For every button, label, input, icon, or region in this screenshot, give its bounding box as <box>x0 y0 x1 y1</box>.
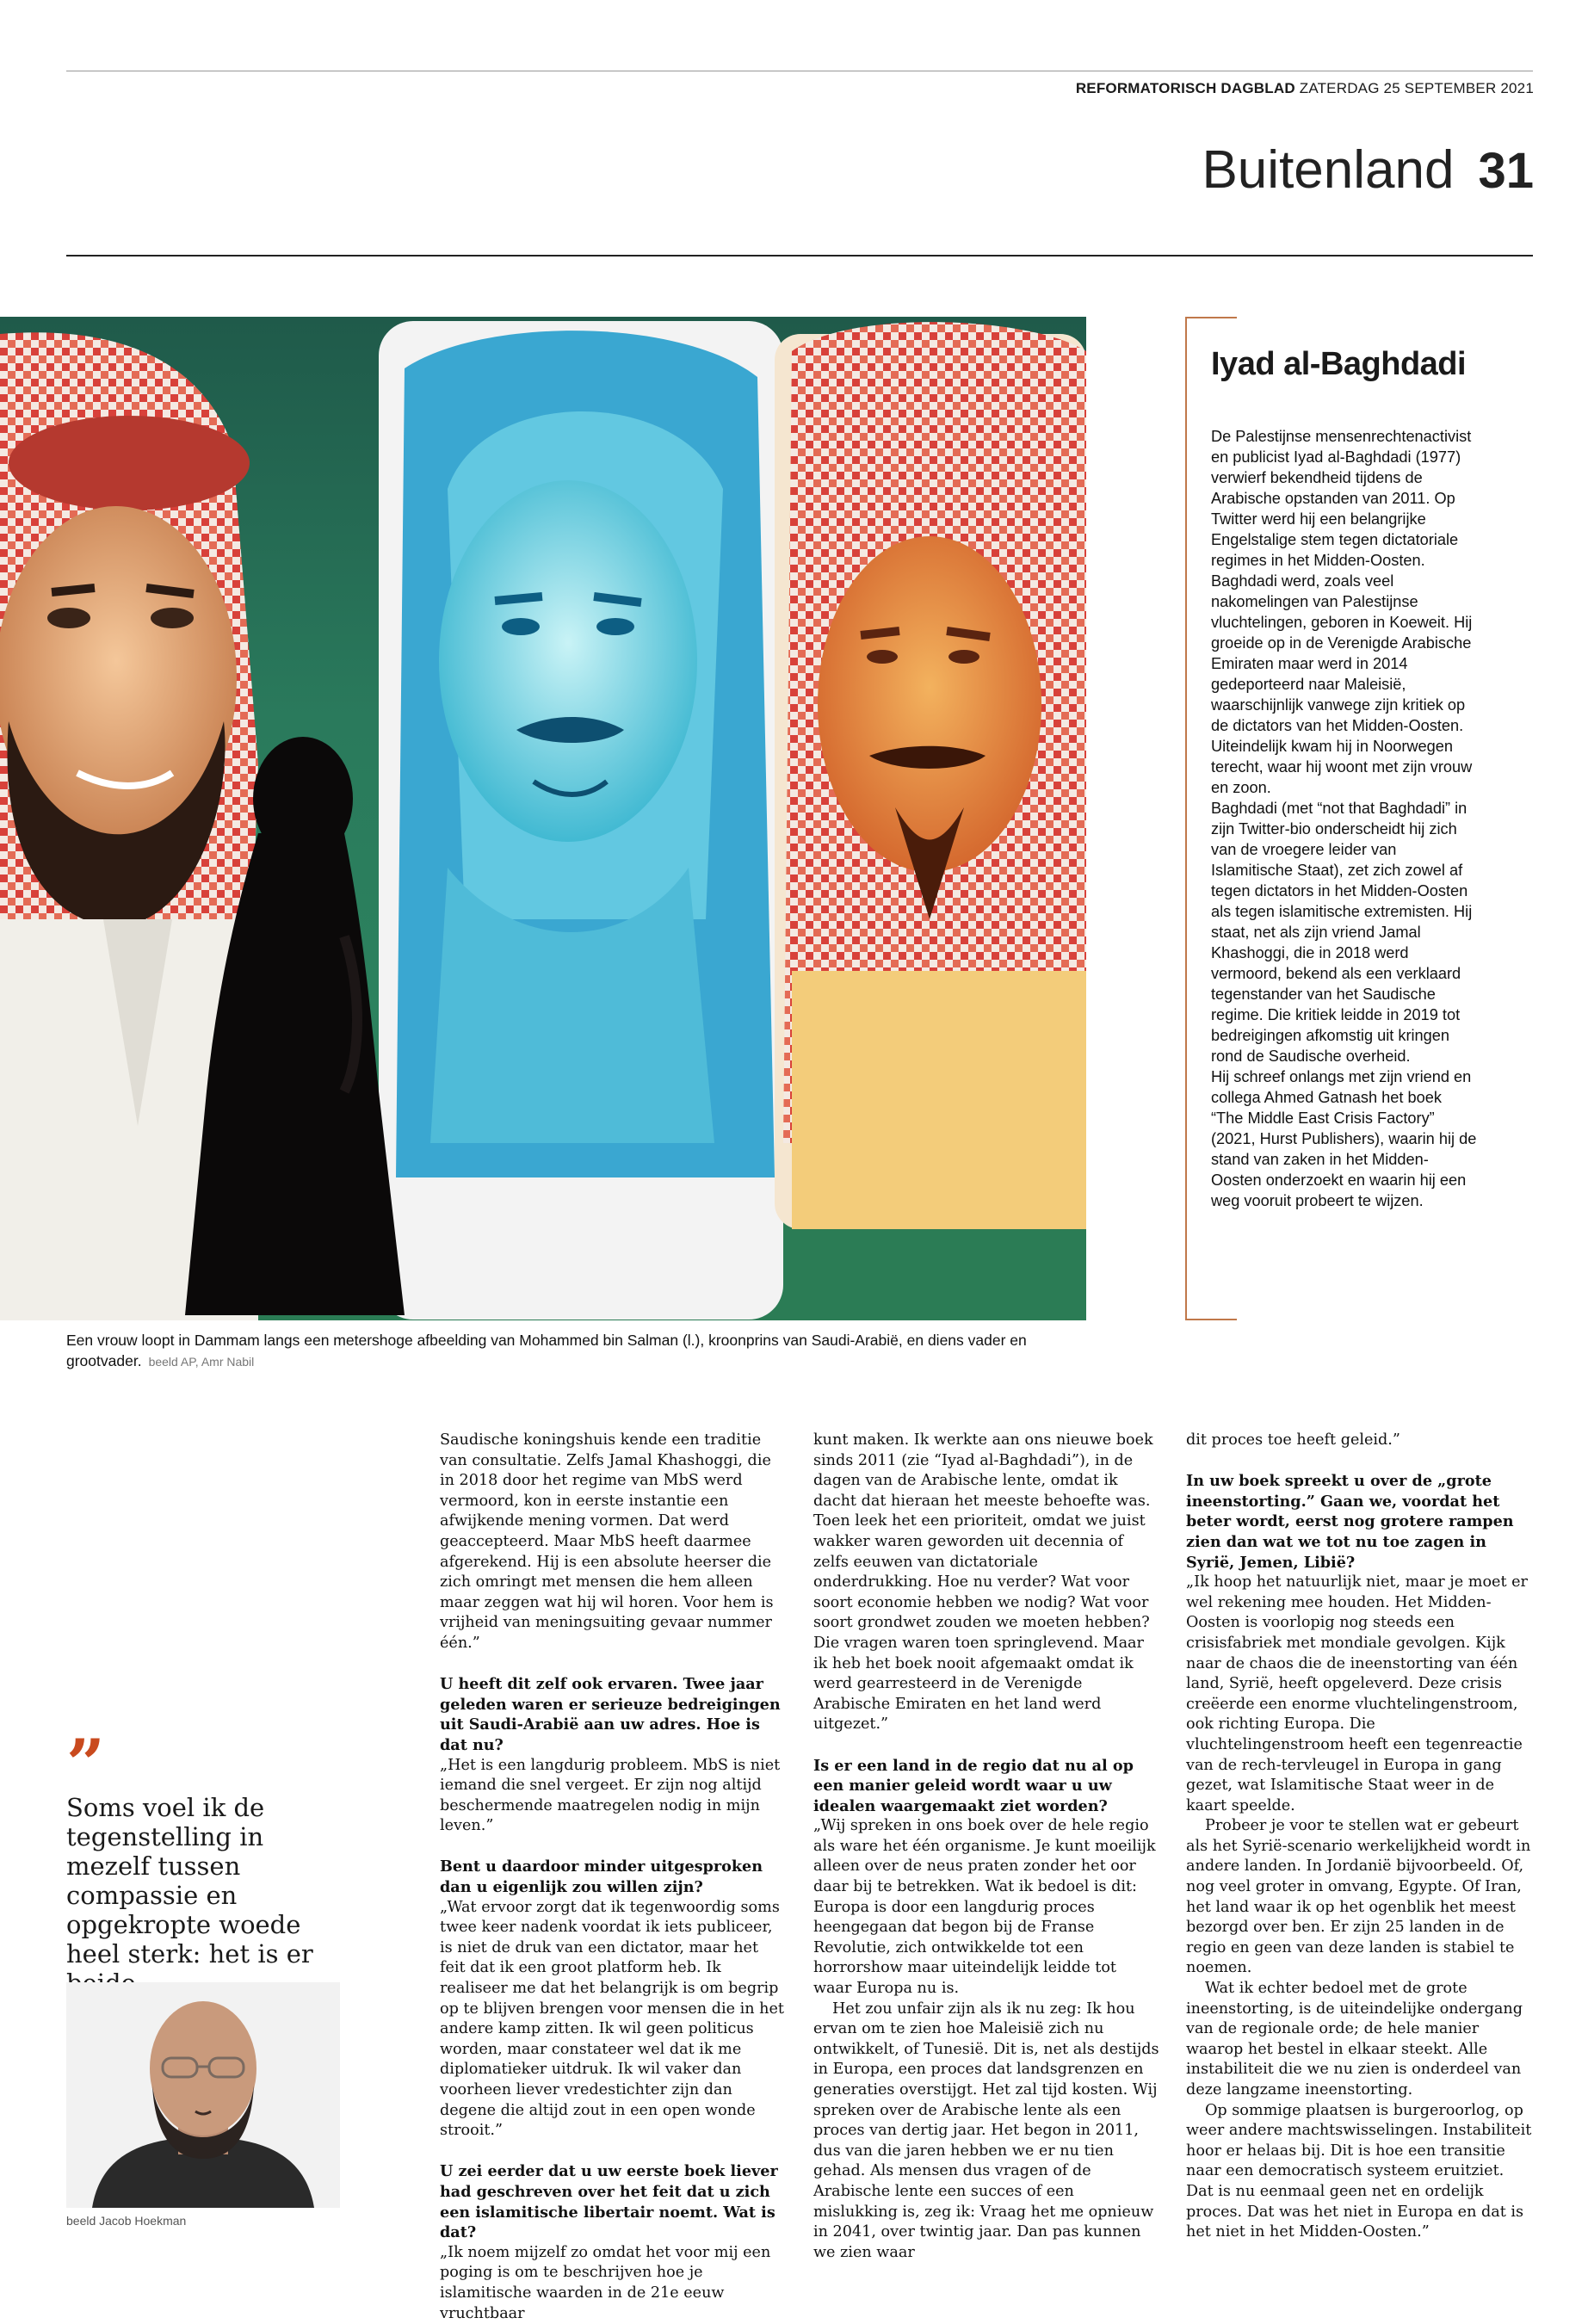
article-column-1 <box>440 1431 786 2324</box>
sidebar-title: Iyad al-Baghdadi <box>1211 346 1467 382</box>
interview-question: In uw boek spreekt u over de „grote ineenstorting.” Gaan we, voordat het beter wordt, eerst nog grotere rampen zien dan wat we tot nu toe zagen in Syrië, Jemen, Libië? <box>1186 1472 1514 1572</box>
portrait-credit: beeld Jacob Hoekman <box>66 2214 187 2228</box>
article-column-2 <box>813 1431 1159 2263</box>
mural-illustration <box>0 317 1086 1320</box>
quote-mark-icon: ” <box>66 1725 105 1803</box>
sidebar-paragraph: De Palestijnse mensenrechtenactivist en publicist Iyad al-Baghdadi (1977) verwierf bekendheid tijdens de Arabische opstanden van 2011. Op Twitter werd hij een belangrijke Engelstalige stem tegen dictatoriale regimes in het Midden-Oosten. Baghdadi werd, zoals veel nakomelingen van Palestijnse vluchtelingen, geboren in Koeweit. Hij groeide op in de Verenigde Arabische Emiraten maar werd in 2014 gedeporteerd naar Maleisië, waarschijnlijk vanwege zijn kritiek op de dictators van het Midden-Oosten. Uiteindelijk kwam hij in Noorwegen terecht, waar hij woont met zijn vrouw en zoon. <box>1211 428 1473 796</box>
caption-text: Een vrouw loopt in Dammam langs een metershoge afbeelding van Mohammed bin Salman (l.), kroonprins van Saudi-Arabië, en diens vader en grootvader. <box>66 1332 1027 1369</box>
header-rule <box>66 255 1533 257</box>
article-column-3 <box>1186 1431 1532 2243</box>
photo-caption <box>66 1330 1099 1372</box>
paragraph: dit proces toe heeft geleid.” <box>1186 1431 1400 1449</box>
newspaper-name: REFORMATORISCH DAGBLAD <box>1075 80 1295 96</box>
sidebar-paragraph: Hij schreef onlangs met zijn vriend en collega Ahmed Gatnash het boek “The Middle East Crisis Factory” (2021, Hurst Publishers), waarin hij de stand van zaken in het Midden-Oosten onderzoekt en waarin hij een weg vooruit probeert te wijzen. <box>1211 1068 1477 1209</box>
masthead-line <box>1076 80 1534 97</box>
paragraph: kunt maken. Ik werkte aan ons nieuwe boek sinds 2011 (zie “Iyad al-Baghdadi”), in de dagen van de Arabische lente, omdat ik dacht dat hieraan het meeste behoefte was. Toen leek het een prioriteit, omdat we juist wakker waren geworden uit decennia of zelfs eeuwen van dictatoriale onderdrukking. Hoe nu verder? Wat voor soort economie hebben we nodig? Wat voor soort grondwet zouden we moeten hebben? Die vragen waren toen springlevend. Maar ik heb het boek nooit afgemaakt omdat ik werd gearresteerd in de Verenigde Arabische Emiraten en het land werd uitgezet.” <box>813 1431 1153 1734</box>
paragraph: Probeer je voor te stellen wat er gebeurt als het Syrië-scenario werkelijkheid wordt in andere landen. In Jordanië bijvoorbeeld. Of, nog veel groter in omvang, Egypte. Of Iran, het land waar ik op het ogenblik het meest bezorgd over ben. Er zijn 25 landen in de regio en geen van deze landen is stabiel te noemen. <box>1186 1817 1531 1977</box>
author-portrait <box>66 1982 340 2208</box>
paragraph: „Ik noem mijzelf zo omdat het voor mij een poging is om te beschrijven hoe je islamitische waarden in de 21e eeuw vruchtbaar <box>440 2243 771 2322</box>
sidebar-paragraph: Baghdadi (met “not that Baghdadi” in zijn Twitter-bio onderscheidt hij zich van de vroegere leider van Islamitische Staat), zet zich zowel af tegen dictators in het Midden-Oosten als tegen islamitische extremisten. Hij staat, net als zijn vriend Jamal Khashoggi, die in 2018 werd vermoord, bekend als een verklaard tegenstander van het Saudische regime. Die kritiek leidde in 2019 tot bedreigingen afkomstig uit kringen rond de Saudische overheid. <box>1211 800 1473 1065</box>
paragraph: Saudische koningshuis kende een traditie van consultatie. Zelfs Jamal Khashoggi, die in 2018 door het regime van MbS werd vermoord, kon in eerste instantie een afwijkende mening vormen. Dat werd geaccepteerd. Maar MbS heeft daarmee afgerekend. Hij is een absolute heerser die zich omringt met mensen die hem alleen maar zeggen wat hij wil horen. Voor hem is vrijheid van meningsuiting gevaar nummer één.” <box>440 1431 774 1652</box>
right-portrait <box>775 322 1086 1229</box>
portrait-illustration <box>66 1982 340 2208</box>
photo-credit: beeld AP, Amr Nabil <box>148 1355 255 1369</box>
paragraph: „Het is een langdurig probleem. MbS is niet iemand die snel vergeet. Er zijn nog altijd beschermende maatregelen nodig in mijn leven.” <box>440 1756 781 1835</box>
quote-text: Soms voel ik de tegenstelling in mezelf tussen compassie en opgekropte woede heel sterk: het is er <box>66 1793 313 1969</box>
page-number: 31 <box>1478 143 1534 199</box>
paragraph: „Wat ervoor zorgt dat ik tegenwoordig soms twee keer nadenk voordat ik iets publiceer, is niet de druk van een dictator, maar het feit dat ik een groot platform heb. Ik realiseer me dat het belangrijk is om begrip op te blijven brengen voor mensen die in het andere kamp zitten. Ik wil geen politicus worden, maar constateer wel dat ik me diplomatieker uitdruk. Ik wil vaker dan voorheen liever vredestichter zijn dan degene die altijd zout in een open wonde strooit.” <box>440 1898 784 2140</box>
mural-photo <box>0 317 1086 1320</box>
paragraph: „Wij spreken in ons boek over de hele regio als ware het één organisme. Je kunt moeilijk alleen over de neus praten zonder het oor daar bij te betrekken. Wat ik bedoel is dit: Europa is door een langdurig proces heengegaan dat begon bij de Franse Revolutie, zich ontwikkelde tot een horrorshow maar uiteindelijk leidde tot waar Europa nu is. <box>813 1817 1156 1998</box>
paragraph: „Ik hoop het natuurlijk niet, maar je moet er wel rekening mee houden. Het Midden-Oosten is voorlopig nog steeds een crisisfabriek met mondiale gevolgen. Kijk naar de chaos die de ineenstorting van één land, Syrië, heeft opgeleverd. Deze crisis creëerde een enorme vluchtelingenstroom, ook richting Europa. Die vluchtelingenstroom heeft een tegenreactie van de rech-tervleugel in Europa in gang gezet, wat Islamitische Staat weer in de kaart speelde. <box>1186 1573 1528 1814</box>
middle-portrait <box>379 321 783 1320</box>
interview-question: U heeft dit zelf ook ervaren. Twee jaar geleden waren er serieuze bedreigingen uit Saudi-Arabië aan uw adres. Hoe is dat nu? <box>440 1675 781 1754</box>
paragraph: Op sommige plaatsen is burgeroorlog, op weer andere machtswisselingen. Instabiliteit hoor er helaas bij. Dit is hoe een transitie naar een democratisch systeem eruitziet. Dat is nu eenmaal geen net en ordelijk proces. Dat was het niet in Europa en dat is het niet in het Midden-Oosten.” <box>1186 2101 1532 2241</box>
bio-sidebar <box>1185 317 1478 1320</box>
paragraph: Wat ik echter bedoel met de grote ineenstorting, is de uiteindelijke ondergang van de regionale orde; de hele manier waarop het bestel in elkaar steekt. Alle instabiliteit die we nu zien is onderdeel van deze langzame ineenstorting. <box>1186 1980 1523 2098</box>
interview-question: Is er een land in de regio dat nu al op een manier geleid wordt waar u uw idealen waargemaakt ziet worden? <box>813 1756 1134 1815</box>
interview-question: Bent u daardoor minder uitgesproken dan u eigenlijk zou willen zijn? <box>440 1857 763 1897</box>
interview-question: U zei eerder dat u uw eerste boek liever had geschreven over het feit dat u zich een islamitische libertair noemt. Wat is dat? <box>440 2162 778 2242</box>
section-header <box>1202 139 1534 201</box>
paragraph: Het zou unfair zijn als ik nu zeg: Ik hou ervan om te zien hoe Maleisië zich nu ontwikkelt, of Tunesië. Dit is, net als destijds in Europa, een proces dat landsgrenzen en generaties overstijgt. Het zal tijd kosten. Wij spreken over de Arabische lente als een proces van dertig jaar. Het begon in 2011, dus van die jaren hebben we er nu tien gehad. Als mensen dus vragen of de Arabische lente een succes of een mislukking is, zeg ik: Vraag het me opnieuw in 2041, over twintig jaar. Dan pas kunnen we zien waar <box>813 2000 1159 2261</box>
section-title: Buitenland <box>1202 140 1455 200</box>
pullquote <box>66 1725 350 2019</box>
issue-date: ZATERDAG 25 SEPTEMBER 2021 <box>1299 80 1534 96</box>
sidebar-body <box>1211 426 1478 1211</box>
